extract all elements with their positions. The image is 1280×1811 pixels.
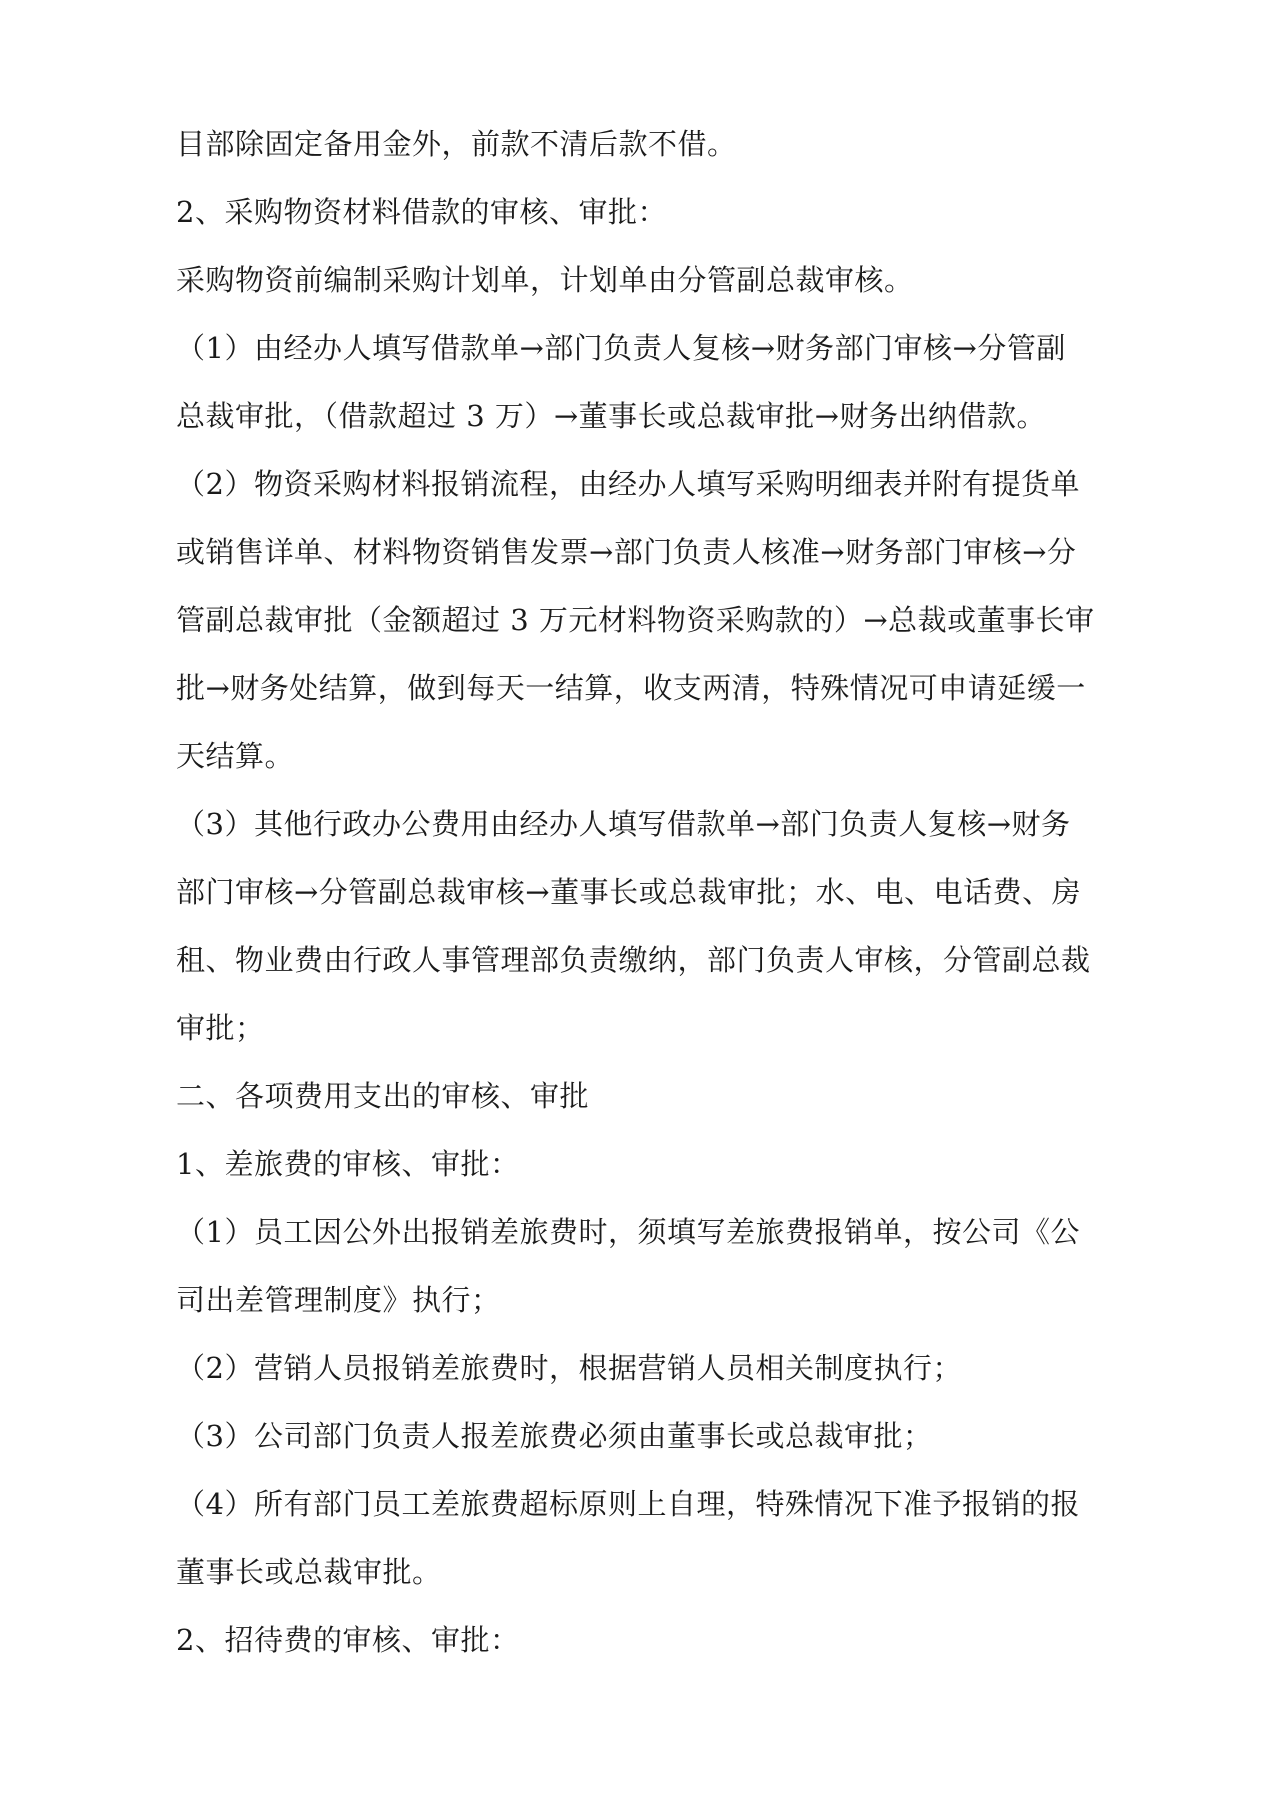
- text-line: 总裁审批，（借款超过 3 万）→董事长或总裁审批→财务出纳借款。: [176, 399, 1046, 433]
- text-line: 采购物资前编制采购计划单，计划单由分管副总裁审核。: [176, 263, 914, 297]
- text-line: （4）所有部门员工差旅费超标原则上自理，特殊情况下准予报销的报: [176, 1487, 1080, 1521]
- text-line: （3）其他行政办公费用由经办人填写借款单→部门负责人复核→财务: [176, 807, 1071, 841]
- section-heading: 2、招待费的审核、审批：: [176, 1623, 520, 1657]
- text-line: 目部除固定备用金外，前款不清后款不借。: [176, 127, 737, 161]
- text-line: 审批；: [176, 1011, 265, 1045]
- text-line: （1）员工因公外出报销差旅费时，须填写差旅费报销单，按公司《公: [176, 1215, 1080, 1249]
- text-line: 司出差管理制度》执行；: [176, 1283, 501, 1317]
- text-line: 管副总裁审批（金额超过 3 万元材料物资采购款的）→总裁或董事长审: [176, 603, 1095, 637]
- document-body: [176, 110, 1106, 1674]
- text-line: 批→财务处结算，做到每天一结算，收支两清，特殊情况可申请延缓一: [176, 671, 1086, 705]
- text-line: 或销售详单、材料物资销售发票→部门负责人核准→财务部门审核→分: [176, 535, 1077, 569]
- section-heading: 2、采购物资材料借款的审核、审批：: [176, 195, 667, 229]
- section-heading: 1、差旅费的审核、审批：: [176, 1147, 520, 1181]
- text-line: （2）营销人员报销差旅费时，根据营销人员相关制度执行；: [176, 1351, 962, 1385]
- text-line: 部门审核→分管副总裁审核→董事长或总裁审批；水、电、电话费、房: [176, 875, 1082, 909]
- text-line: （3）公司部门负责人报差旅费必须由董事长或总裁审批；: [176, 1419, 933, 1453]
- text-line: 董事长或总裁审批。: [176, 1555, 442, 1589]
- text-line: （1）由经办人填写借款单→部门负责人复核→财务部门审核→分管副: [176, 331, 1066, 365]
- section-heading: 二、各项费用支出的审核、审批: [176, 1079, 590, 1113]
- text-line: 租、物业费由行政人事管理部负责缴纳，部门负责人审核，分管副总裁: [176, 943, 1091, 977]
- text-line: 天结算。: [176, 739, 295, 773]
- text-line: （2）物资采购材料报销流程，由经办人填写采购明细表并附有提货单: [176, 467, 1080, 501]
